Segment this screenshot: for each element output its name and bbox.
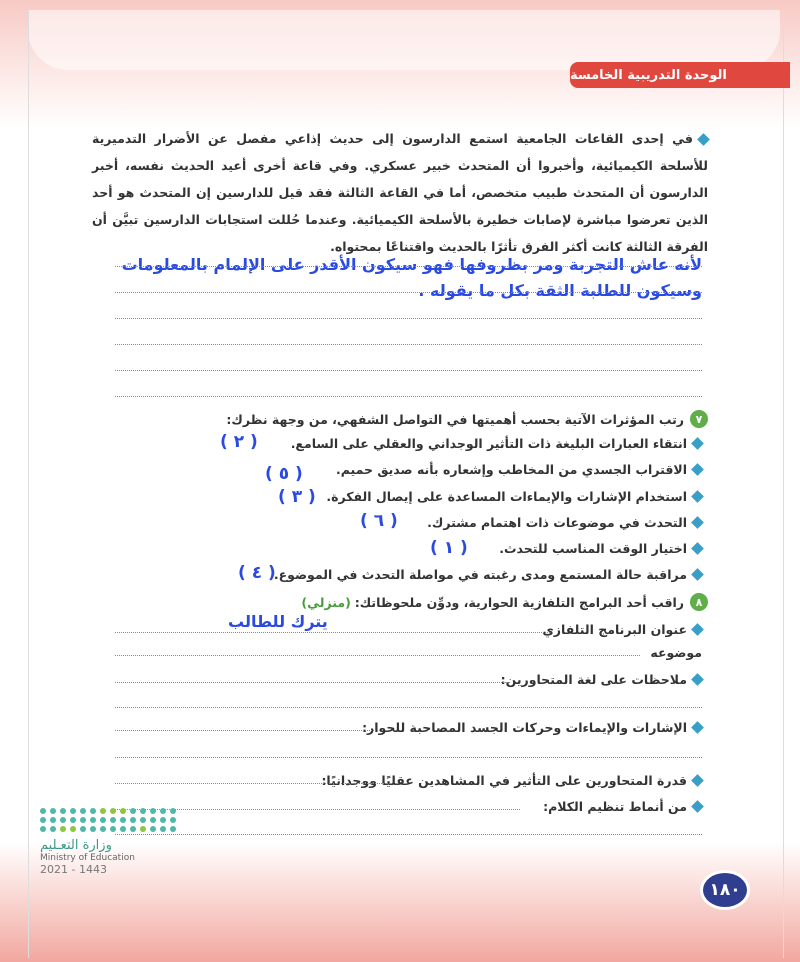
rank-answer[interactable]: ( ٣ ) (278, 487, 316, 507)
rank-item: استخدام الإشارات والإيماءات المساعدة على إيصال الفكرة. (326, 489, 702, 504)
rank-answer[interactable]: ( ٤ ) (238, 563, 276, 583)
answer-line[interactable] (115, 396, 702, 397)
handwritten-answer-line-1: لأنه عاش التجربة ومر بظروفها فهو سيكون الأقدر على الإلمام بالمعلومات (121, 255, 702, 274)
field-label-language: ملاحظات على لغة المتحاورين: (501, 672, 702, 687)
answer-line[interactable] (115, 370, 702, 371)
bullet-icon (691, 463, 704, 476)
question-number-badge: ٧ (690, 410, 708, 428)
bullet-icon (697, 133, 710, 146)
field-line-gestures-2[interactable] (115, 757, 702, 758)
question-8-note: (منزلي) (301, 594, 351, 610)
bullet-icon (691, 623, 704, 636)
bullet-icon (691, 490, 704, 503)
rank-answer[interactable]: ( ١ ) (430, 538, 468, 558)
field-label-topic: موضوعه (650, 645, 702, 660)
bullet-icon (691, 800, 704, 813)
handwritten-answer-line-2: وسيكون للطلبة الثقة بكل ما يقوله . (418, 281, 702, 300)
ministry-name-ar: وزارة التعـليم (40, 838, 112, 853)
field-line-language-2[interactable] (115, 707, 702, 708)
question-number-badge: ٨ (690, 593, 708, 611)
field-label-gestures: الإشارات والإيماءات وحركات الجسد المصاحبة للحوار: (362, 720, 702, 735)
question-7-prompt: رتب المؤثرات الآتية بحسب أهميتها في التواصل الشفهي، من وجهة نظرك: (226, 411, 684, 427)
bullet-icon (691, 542, 704, 555)
field-line-influence[interactable] (115, 783, 390, 784)
field-line-gestures[interactable] (115, 730, 380, 731)
question-7-heading (226, 410, 708, 428)
question-8-prompt: راقب أحد البرامج التلفازية الحوارية، ودوِّن ملحوظاتك: (354, 594, 684, 610)
bullet-icon (691, 721, 704, 734)
answer-line[interactable] (115, 318, 702, 319)
field-label-influence: قدرة المتحاورين على التأثير في المشاهدين عقليًا ووجدانيًا: (321, 773, 702, 788)
answer-line (115, 266, 702, 267)
intro-text: في إحدى القاعات الجامعية استمع الدارسون إلى حديث إذاعي مفصل عن الأضرار التدميرية للأسلحة الكيميائية، وأخبروا أن المتحدث خبير عسكري. وفي قاعة أخرى أعيد الحديث نفسه، أخبر الدارسون أن المتحدث طبيب متخصص، أما في القاعة الثالثة فقد قيل للدارسين إن المتحدث هو أحد الذين تعرضوا مباشرة لإصابات خطيرة بالأسلحة الكيميائية. وعندما حُللت استجابات الدارسين تبيَّن أن الفرقة الثالثة كانت أكثر الفرق تأثرًا بالحديث واقتناعًا بمحتواه. (92, 131, 708, 254)
ministry-name-en: Ministry of Education (40, 853, 135, 863)
field-line-topic[interactable] (115, 655, 640, 656)
intro-section (92, 125, 708, 260)
rank-answer[interactable]: ( ٥ ) (265, 464, 303, 484)
handwritten-answer-q8: يترك للطالب (228, 612, 328, 631)
field-label-program-title: عنوان البرنامج التلفازي (542, 622, 702, 637)
field-line-program-title[interactable] (115, 632, 550, 633)
question-8-heading (301, 593, 708, 611)
answer-line[interactable] (115, 344, 702, 345)
ministry-logo (40, 808, 200, 898)
bullet-icon (691, 774, 704, 787)
field-line-speech-patterns-2[interactable] (115, 834, 702, 835)
rank-item: مراقبة حالة المستمع ومدى رغبته في مواصلة التحدث في الموضوع. (274, 567, 702, 582)
page-number-badge: ١٨٠ (700, 870, 750, 910)
unit-tab: الوحدة التدريبية الخامسة (570, 62, 790, 88)
bullet-icon (691, 673, 704, 686)
field-label-speech-patterns: من أنماط تنظيم الكلام: (543, 799, 702, 814)
bullet-icon (691, 568, 704, 581)
rank-answer[interactable]: ( ٢ ) (220, 432, 258, 452)
answer-line (115, 292, 702, 293)
rank-item: اختيار الوقت المناسب للتحدث. (499, 541, 702, 556)
edition-year: 2021 - 1443 (40, 863, 107, 876)
intro-paragraph (92, 125, 708, 260)
bullet-icon (691, 437, 704, 450)
logo-dots-icon (40, 808, 180, 832)
rank-item: التحدث في موضوعات ذات اهتمام مشترك. (427, 515, 702, 530)
rank-item: انتقاء العبارات البليغة ذات التأثير الوجداني والعقلي على السامع. (291, 436, 702, 451)
field-line-language[interactable] (115, 682, 510, 683)
rank-answer[interactable]: ( ٦ ) (360, 511, 398, 531)
bullet-icon (691, 516, 704, 529)
rank-item: الاقتراب الجسدي من المخاطب وإشعاره بأنه صديق حميم. (336, 462, 702, 477)
